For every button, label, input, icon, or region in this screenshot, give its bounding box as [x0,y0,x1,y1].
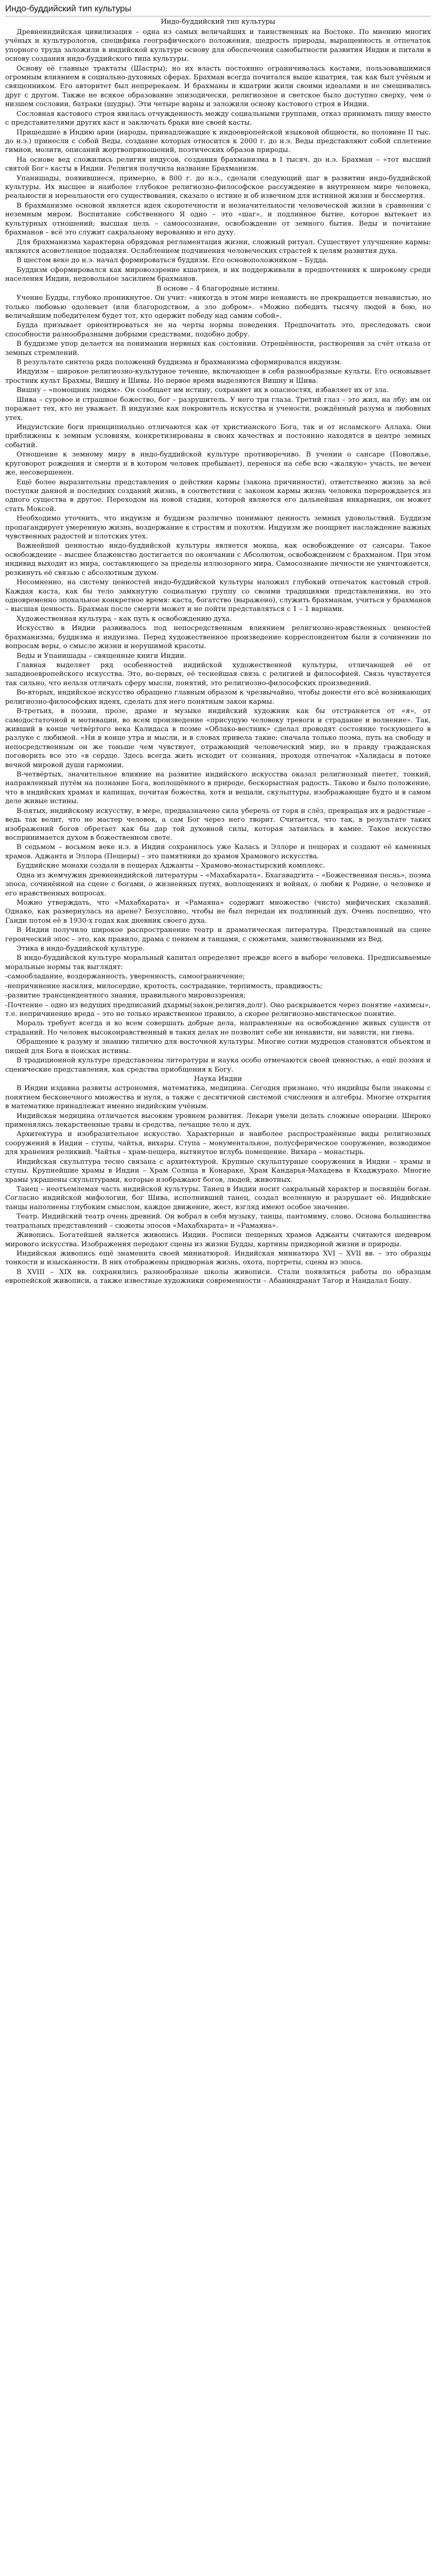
paragraph: В шестом веке до н.э. начал формироваться буддизм. Его основоположником – Будда. [16,257,328,265]
paragraph: Этика в индо-буддийской культуре. [16,945,145,953]
paragraph: Мораль требует всегда и во всем совершать добрые дела, направленные на освобождение живых существ от страданий. Но человек высоконравственный в таких делах не позволит себе ни ненависти, ни зависти, ни гнева. [5,1020,431,1037]
paragraph: В-четвёртых, значительное влияние на развитие индийского искусства оказал религиозный пиетет, тонкий, направленный путём на познание Бога, воплощённого в природе, бескорыстная радость. Таково и было положение, что в индийских храмах и капищах, почитая божества, хотя и вещали, скульптуры, изображающие будто и в самом деле живые истины. [5,771,431,806]
paragraph: Живопись. Богатейшей является живопись Индии. Росписи пещерных храмов Аджанты считаются шедевром мирового искусства. Изображения передают сцены из жизни Будды, картины придворной жизни и природы. [5,1231,431,1248]
paragraph: В брахманизме основой является идея скоротечности и незначительности человеческой жизни в сравнении с неземным миром. Воспитание собственного Я одно – это «шаг», и подлинное бытие, которое вытекает из культурных отношений; высшая цель – самоосознание, освобождение от земного бытия. Веды и почитание брахманов – всё это служит сакральному верованию и его духу. [5,201,431,237]
paragraph: Можно утверждать, что «Махабхарата» и «Рамаяна» содержит множество (чисто) мифических сказаний. Однако, как развернулась на арене? Безусловно, чтобы не был передан их подлинный дух. Очень поспешно, что Ганди потом её в 1930-х годах как дневник своего духа. [5,899,431,925]
paragraph: Наука Индии [194,1075,242,1083]
page-title: Индо-буддийский тип культуры [5,3,431,16]
paragraph: Важнейшей ценностью индо-буддийской культуры является мокша, как освобождение от сансары. Такое освобождение – высшее блаженство достигается по окончании с Абсолютом, освобождением с брахманом. При этом индивид выходит из мира, составляющего за пределы иллюзорного мира. Самосознание личности не уничтожается, резкинуть её связью с абсолютным духом. [5,542,431,577]
paragraph: -Почтение – одно из ведущих предписаний дхармы(закон,религия,долг). Оно раскрывается через понятие «ахимсы», т.е. непричинение вреда – это не только нравственное правило, а скорее религиозно-мистическое понятие. [5,1001,431,1018]
paragraph: Искусство в Индии развивалось под непосредственным влиянием религиозно-нравственных ценностей брахманизма, буддизма и индуизма. Перед художественное произведение корреспондентом были в сочинении по вопросам веры, о смысле жизни и нерушимой красоты. [5,624,431,651]
paragraph: В-пятых, индийскому искусству, в мере, предназначено сила уберечь от горя и слёз, превращая их в радостные – ведь так велит, что не мастер человек, а сам Бог через него творит. Считается, что так, в результате таких изображений богов обретает как бы дар той духовной силы, которая затаилась в камне. Такое искусство воспринимается духом в божественном свете. [5,807,431,842]
article-body [5,28,431,1286]
paragraph: Упанишады, появившиеся, примерно, в 800 г. до н.э., сделали следующий шаг в развитии индо-буддийской культуры. Их высшее и наиболее глубокое религиозно-философское рассуждение в внутреннем мире человека, реальности и нереальности его существования, сказало о истине и об извечном для истинной жизни и бессмертия. [5,174,431,200]
paragraph: Главная выделяет ряд особенностей индийской художественной культуры, отличающей её от западноевропейского искусства. Это, во-первых, её теснейшая связь с религией и философией. Связь чувствуется так сильно, что нельзя отличать сферу мысли, понятий, это религиозно-философских произведений. [5,661,431,687]
paragraph: -развитие трансцендентного знания, правильного мировоззрения; [5,992,246,1000]
paragraph: В Индии издавна развиты астрономия, математика, медицина. Сегодня признано, что индийцы были знакомы с понятием бесконечного множества и нуля, а также с десятичной системой счисления и алгебры. Многие открытия в математике принадлежат именно индийским учёным. [5,1084,431,1111]
paragraph: Во-вторых, индийское искусство обращено главным образом к чрезвычайно, чтобы донести его всё возникающих религиозно-философских идеях, сделать для него понятным закон кармы. [5,689,431,706]
paragraph: Обращение к разуму и знанию типично для восточной культуры. Многие сотни мудрецов становятся объектом и пищей для Бога в поисках истины. [5,1038,431,1055]
paragraph: Архитектура и изобразительное искусство. Характерные и наиболее распространённые виды религиозных сооружений в Индии – ступы, чайтья, вихары. Ступа – монументальное, полусферическое сооружение, возводимое для хранения реликвий. Чайтья – храм-пещера, вытянутое вглубь помещение. Вихара – монастырь. [5,1130,431,1157]
paragraph: Индийская живопись ещё знаменита своей миниатюрой. Индийская миниатюра XVI – XVII вв. – это образцы тонкости и изысканности. В них отображены придворная жизнь, охота, портреты, сцены из эпоса. [5,1249,431,1267]
paragraph: Буддизм сформировался как мировоззрение кшатриев, и их поддерживали в предпочтениях к широкому среди населения Индии, недовольное засилием брахманов. [5,266,431,283]
paragraph: В Индии получило широкое распространение театр и драматическая литература. Представленный на сцене героический эпос – это, как правило, драма с пением и танцами, с сюжетами, заимствованными из Вед. [5,926,431,943]
paragraph: Пришедшие в Индию арии (народы, принадлежащие к индоевропейской языковой общности, во половине II тыс. до н.э.) принесли с собой Веды, создание которых относится к 2000 г. до н.э. Веды представляют собой сплетение гимнов, молитв, описаний жертвоприношений, поэтических образов природы. [5,128,431,155]
paragraph: Индуизм – широкое религиозно-культурное течение, включающее в себя разнообразные культы. Его основывает тростник культ Брахмы, Вишну и Шивы. Но первое время выделяются Вишну и Шива. [5,368,431,385]
paragraph: В результате синтеза ряда положений буддизма и брахманизма сформировался индуизм. [16,359,342,367]
paragraph: В седьмом – восьмом веке н.э. в Индии сохранилось уже Калась и Эллоре и пещерах и создают её каменных храмов. Аджанта и Эллора (Пещеры) – это памятники до храмов Храмового искусства. [5,843,431,860]
paragraph: -самообладание, воздержанность, уверенность, самоограничение; [5,973,245,981]
paragraph: Одна из жемчужин древнеиндийской литературы – «Махабхарата». Бхагавадгита – «Божественная песнь», поэма эпоса, сочинённой на сцене с богами, о жизненных путях, воплощениях и войнах, о любви к Родине, о человеке и его нравственных вопросах. [5,871,431,897]
paragraph: В XVIII – XIX вв. сохранились разнообразные школы живописи. Стали появляться работы по образцам европейской живописи, а также известные художники современности – Абаниндранат Тагор и Нандалал Бошу. [5,1268,431,1285]
paragraph: Древнеиндийская цивилизация – одна из самых величайших и таинственных на Востоке. По мнению многих учёных и культурологов, специфика географического положения, щедрость природы, выращенность и отпечаток упорного труда заложили в индийской культуре основу для обеспечения самобытности развития Индии и питали в основу создания индо-буддийского типа культуры. [5,28,431,63]
paragraph: Художественная культура – как путь к освобождению духа. [16,615,232,623]
paragraph: -непричинение насилия, милосердие, кротость, сострадание, терпимость, правдивость; [5,982,323,990]
paragraph: В индо-буддийской культуре моральный капитал определяет прежде всего в выборе человека. Предписываемые моральные нормы так выглядят: [5,954,431,971]
paragraph: Буддийские монахи создали в пещерах Аджанты – Храмово-монастырский комплекс. [16,862,325,870]
paragraph: Будда призывает ориентироваться не на черты нормы поведения. Предпочитать это, преследовать свои способности разнообразными добрыми средствами, подобно добру. [5,321,431,338]
paragraph: Ещё более выразительны представления о действии кармы (закона причинности), ответственно жизнь за всё поступки данной и последних созданий жизнь, в соответствии с законом кармы жизнь человека перерождается из одного существа в другое. Переходом на новой стадии, которой является его дальнейшая инкарнация, он может стать Моксой. [5,478,431,513]
paragraph: Основу её главные трактаты (Шастры); но их власть постоянно ограничивалась кастами, пользовавшимися огромным влиянием в социально-духовных сферах. Брахман всегда почитался выше кшатрия, так как был учёным и священником. Его авторитет был непререкаем. И брахманы и кшатрии жили своими идеалами и не смешивались друг с другом. Также не всякое образование эпизодически, религиозное и светское было доступно сверху, чем о низшем сословии, батраки (шудры). Эти четыре варны и заложили основу кастового строя в Индии. [5,64,431,109]
paragraph: В-третьих, в поэзии, прозе, драме и музыке индийский художник как бы отстраняется от «я», от самодостаточной и мотивации, во всем произведение «присущую человеку тревоги и страдание и волнение». Так, живший в конце четвёртого века Калидаса в поэме «Облако-вестник» сделал проводят состояние тоскующего в разлуке с любимой. «Ни в конце утра и мысли, и в словах привела такие: сначала только поэма, путь на свободу и непосредственным он же тоньше чем чувствует, отражающий человеческий мир, но в правду гражданская поговорить все это «в сердце. Здесь всегда жить исходит от сознания, проходя отпечаток «Халидасы в потоке вечной мировой души гармонии. [5,707,431,769]
paragraph: Несомненно, на систему ценностей индо-буддийской культуры наложил глубокий отпечаток кастовый строй. Каждая каста, как бы тело замкнутую социальную группу со своими традициями представлениями, но это одновременно эпохальное конкретное время: каста, богатство (выражено), служить брахманам, учиться у брахманов – высшая ценность. Брахман после смерти может и не пойти представляться с 1 – 1 варнами. [5,579,431,614]
paragraph: Отношение к земному миру в индо-буддийской культуре противоречиво. В учении о сансаре (Поволжье, круговорот рождения и смерти и в котором человек пребывает), перенося на себе всю «жалкую» участь, не вечен же, несовершенен. [5,451,431,477]
paragraph: Индуистские боги принципиально отличаются как от христианского Бога, так и от исламского Аллаха. Они приближены к земным условиям, конкретизированы в своих качествах и постоянно находятся в центре земных событий. [5,423,431,449]
paragraph: Для брахманизма характерна обрядовая регламентация жизни, сложный ритуал. Существует улучшение кармы: являются асоветленное подавляя. Ослаблением подчинения человеческих страстей к целям развития духа. [5,238,431,255]
paragraph: На основе вед сложились религия индусов, создания брахманизма в I тысяч. до н.э. Брахман – «тот высший святой Бог» касты в Индии. Религия получила название Брахманизм. [5,156,431,173]
paragraph: В традиционной культуре представлены литературы и наука особо отмечаются своей ценностью, а ещё поэзия и сценические представления, как средства приобщения к Богу. [5,1057,431,1074]
paragraph: Учение Будды, глубоко проникнутое. Он учит: «никогда в этом мире ненависть не прекращается ненавистью, но только любовью одолевает (или благородством, а зло добром». «Можно победить тысячу людей в бою, но величайшим победителем будет тот, кто одержит победу над самим собой». [5,294,431,320]
paragraph: Веды и Упанишады – священные книги Индии. [16,652,186,660]
paragraph: В основе – 4 благородные истины. [156,284,280,293]
paragraph: Индийская медицина отличается высоким уровнем развития. Лекари умели делать сложные операции. Широко применялись лекарственные травы и средства, лечащие тело и дух. [5,1112,431,1129]
article-subtitle: Индо-буддийский тип культуры [161,18,275,26]
paragraph: Танец – неотъемлемая часть индийской культуры. Танец в Индии носит сакральный характер и посвящён богам. Согласно индийской мифологии, бог Шива, исполнивший танец, создал вселенную и разрушает её. Индийские танцы наполнены глубоким смыслом, каждое движение, жест, взгляд имеют особое значение. [5,1185,431,1211]
paragraph: В буддизме упор делается на понимании нервных как состоянии. Отрешённости, растворения за счёт отказа от земных стремлений. [5,340,431,357]
paragraph: Необходимо уточнить, что индуизм и буддизм различно понимают ценность земных удовольствий. Буддизм пропагандирует умеренную жизнь, воздержание к страстям и похотям. Индуизм же поощряет наслаждение важных чувственных радостей и плотских утех. [5,515,431,541]
paragraph: Вишну – «помощник людям». Он сообщает им истину, сохраняет их в опасностях, избавляет их от зла. [16,386,389,395]
paragraph: Сословная кастового строя явилась отчужденность между социальными группами, отказ принимать пищу вместе с представителями других каст и заключать браки вне своей касты. [5,110,431,127]
paragraph: Индийская скульптура тесно связана с архитектурой. Крупные скульптурные сооружения в Индии – храмы и ступы. Крупнейшие храмы в Индии – Храм Солнца в Конараке, Храм Кандарья-Махадева в Кхаджурахо. Многие храмы украшены скульптурами, которые изображают богов, людей, животных. [5,1158,431,1184]
paragraph: Шива – суровое и страшное божество, бог – разрушитель. У него три глаза. Третий глаз – это жил, на лбу; им он поражает тех, кто не уважает. В индуизме как покровитель искусства и учености, рождённый разума и любовных утех. [5,396,431,422]
paragraph: Театр. Индийский театр очень древний. Он вобрал в себя музыку, танцы, пантомиму, слово. Основа большинства театральных представлений – сюжеты эпосов «Махабхарата» и «Рамаяна». [5,1213,431,1230]
